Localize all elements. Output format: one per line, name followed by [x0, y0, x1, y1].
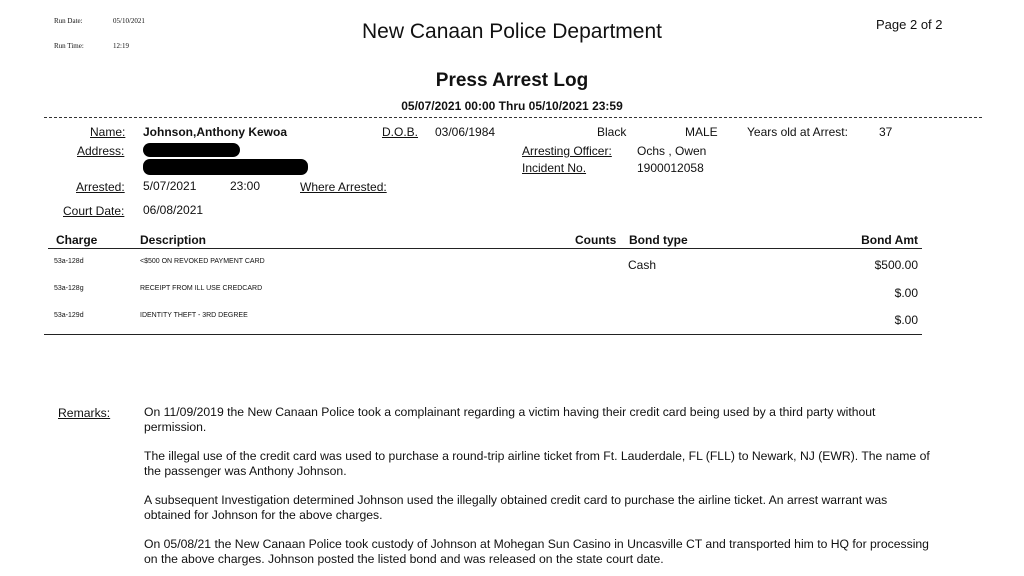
- officer-value: Ochs , Owen: [637, 144, 707, 158]
- arrested-date: 5/07/2021: [143, 179, 197, 193]
- bond-amount: $.00: [894, 286, 918, 300]
- redaction-bar: [143, 159, 308, 175]
- table-bottom-rule: [44, 334, 922, 335]
- col-header-bond-amt: Bond Amt: [861, 233, 918, 247]
- remarks-label: Remarks:: [58, 406, 111, 420]
- arrested-time: 23:00: [230, 179, 261, 193]
- court-date-label: Court Date:: [63, 204, 125, 218]
- redaction-bar: [143, 143, 240, 157]
- bond-amount: $500.00: [874, 258, 918, 272]
- incident-label: Incident No.: [522, 161, 587, 175]
- dob-label: D.O.B.: [382, 125, 419, 139]
- sex-value: MALE: [685, 125, 718, 139]
- charge-code: 53a-128d: [54, 258, 84, 265]
- bond-type: Cash: [628, 258, 657, 272]
- header-divider: [44, 117, 982, 118]
- remark-paragraph: On 05/08/21 the New Canaan Police took custody of Johnson at Mohegan Sun Casino in Uncasville CT and transported him to HQ for processing on the above charges. Johnson posted the listed bond and was released on the state court date.: [144, 537, 929, 566]
- bond-amount: $.00: [894, 313, 918, 327]
- charge-description: IDENTITY THEFT - 3RD DEGREE: [140, 312, 248, 319]
- charge-code: 53a-129d: [54, 312, 84, 319]
- age-value: 37: [879, 125, 893, 139]
- age-label: Years old at Arrest:: [747, 125, 848, 139]
- address-label: Address:: [77, 144, 125, 158]
- run-time-label: Run Time:: [54, 42, 84, 50]
- table-header-rule: [48, 248, 922, 249]
- where-arrested-label: Where Arrested:: [300, 180, 387, 194]
- page-number: Page 2 of 2: [876, 17, 943, 32]
- race-value: Black: [597, 125, 627, 139]
- report-title: Press Arrest Log: [435, 70, 589, 91]
- remark-paragraph: A subsequent Investigation determined Johnson used the illegally obtained credit card to purchase the airline ticket. An arrest warrant was obtained for Johnson for the above charges.: [144, 493, 888, 522]
- charge-code: 53a-128g: [54, 285, 84, 292]
- department-name: New Canaan Police Department: [362, 20, 662, 43]
- charge-description: <$500 ON REVOKED PAYMENT CARD: [140, 258, 265, 265]
- col-header-charge: Charge: [56, 233, 98, 247]
- date-range: [0, 99, 1024, 113]
- dob-value: 03/06/1984: [435, 125, 496, 139]
- date-range-start: 05/07/2021 00:00: [401, 99, 496, 113]
- col-header-counts: Counts: [575, 233, 617, 247]
- remark-paragraph: On 11/09/2019 the New Canaan Police took a complainant regarding a victim having their credit card being used by a third party without permission.: [144, 405, 876, 434]
- col-header-bond-type: Bond type: [629, 233, 688, 247]
- incident-value: 1900012058: [637, 161, 704, 175]
- run-time-value: 12:19: [113, 42, 129, 50]
- col-header-description: Description: [140, 233, 207, 247]
- name-value: Johnson,Anthony Kewoa: [143, 125, 287, 139]
- run-date-value: 05/10/2021: [113, 17, 145, 25]
- officer-label: Arresting Officer:: [522, 144, 612, 158]
- remark-paragraph: The illegal use of the credit card was used to purchase a round-trip airline ticket from Ft. Lauderdale, FL (FLL) to Newark, NJ (EWR). The name of the passenger was Anthony Johnson.: [144, 449, 930, 478]
- date-range-end: 05/10/2021 23:59: [528, 99, 623, 113]
- court-date-value: 06/08/2021: [143, 203, 204, 217]
- arrested-label: Arrested:: [76, 180, 125, 194]
- run-date-label: Run Date:: [54, 17, 83, 25]
- date-range-thru: Thru: [498, 99, 526, 113]
- name-label: Name:: [90, 125, 126, 139]
- charge-description: RECEIPT FROM ILL USE CREDCARD: [140, 285, 263, 292]
